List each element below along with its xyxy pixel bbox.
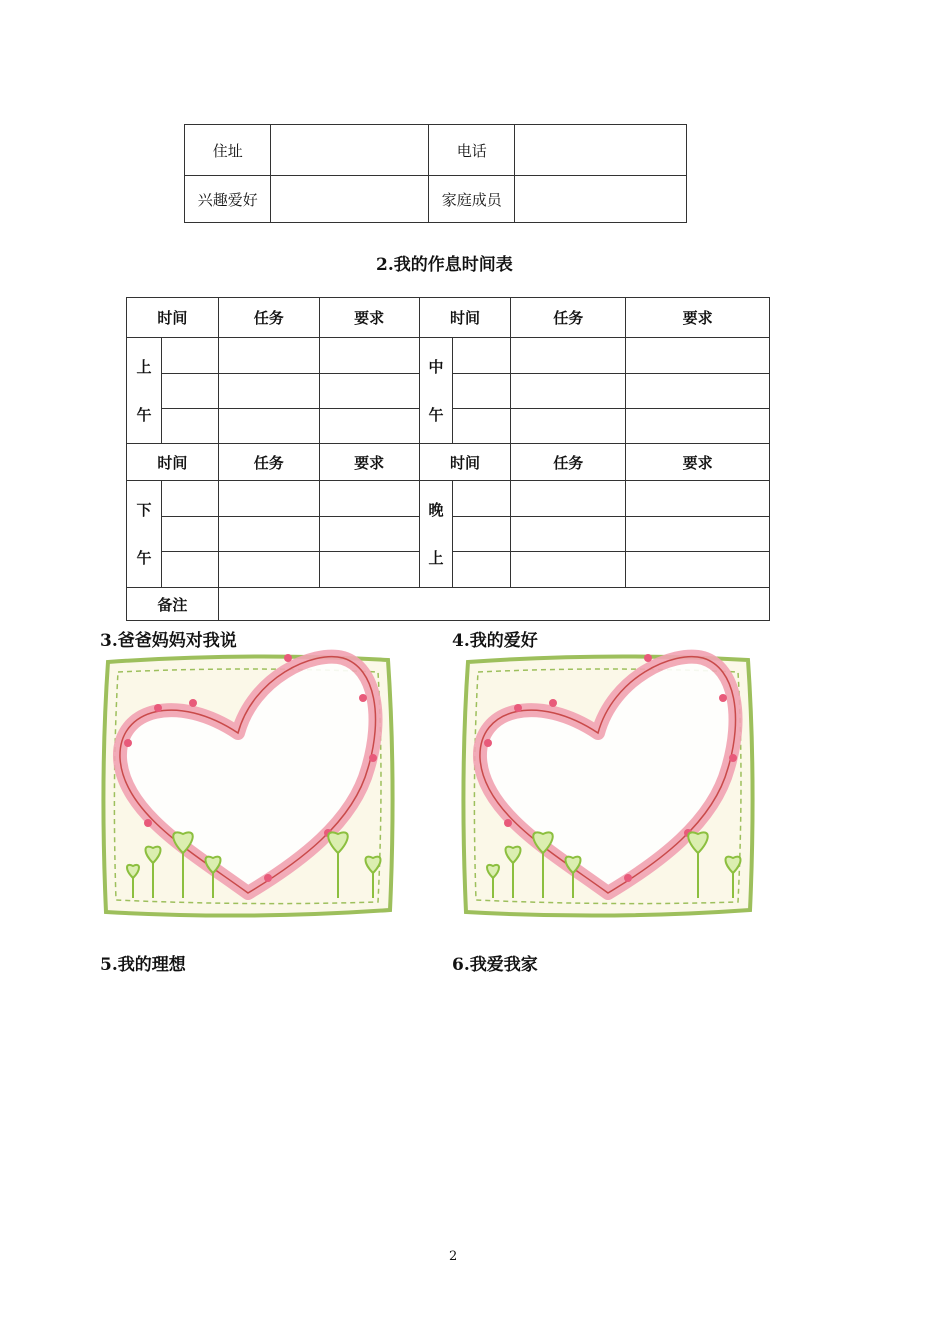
cell[interactable]: [511, 409, 626, 444]
header-task: 任务: [511, 444, 626, 481]
cell[interactable]: [161, 517, 218, 552]
cell[interactable]: [453, 374, 511, 409]
header-req: 要求: [319, 298, 419, 338]
page-number: 2: [449, 1249, 458, 1264]
cell[interactable]: [511, 517, 626, 552]
cell[interactable]: [218, 552, 319, 588]
afternoon-label: 下 午: [127, 481, 162, 588]
cell[interactable]: [626, 409, 770, 444]
family-label: 家庭成员: [429, 176, 515, 223]
cell[interactable]: [453, 552, 511, 588]
info-table: [184, 124, 687, 223]
cell[interactable]: [319, 481, 419, 517]
cell[interactable]: [218, 481, 319, 517]
cell[interactable]: [626, 481, 770, 517]
schedule-table: [126, 297, 770, 621]
cell[interactable]: [453, 517, 511, 552]
hobby-label: 兴趣爱好: [185, 176, 271, 223]
cell[interactable]: [319, 409, 419, 444]
cell[interactable]: [626, 338, 770, 374]
cell[interactable]: [161, 552, 218, 588]
heart-frame-illustration: [98, 648, 398, 920]
cell[interactable]: [511, 552, 626, 588]
header-time: 时间: [127, 298, 219, 338]
section-3-title: 3.爸爸妈妈对我说: [100, 631, 237, 651]
cell[interactable]: [319, 517, 419, 552]
cell[interactable]: [626, 552, 770, 588]
notes-label: 备注: [127, 588, 219, 621]
header-task: 任务: [511, 298, 626, 338]
cell[interactable]: [626, 374, 770, 409]
header-req: 要求: [626, 298, 770, 338]
section-4-title: 4.我的爱好: [452, 631, 538, 651]
header-task: 任务: [218, 444, 319, 481]
cell[interactable]: [161, 409, 218, 444]
cell[interactable]: [319, 552, 419, 588]
noon-label: 中 午: [419, 338, 453, 444]
cell[interactable]: [161, 374, 218, 409]
cell[interactable]: [511, 374, 626, 409]
cell[interactable]: [161, 481, 218, 517]
evening-label: 晚 上: [419, 481, 453, 588]
header-time: 时间: [419, 298, 511, 338]
header-time: 时间: [419, 444, 511, 481]
section-6-title: 6.我爱我家: [452, 955, 538, 975]
cell[interactable]: [453, 481, 511, 517]
cell[interactable]: [218, 517, 319, 552]
address-cell[interactable]: [271, 125, 429, 176]
heart-frame-illustration: [458, 648, 758, 920]
cell[interactable]: [453, 409, 511, 444]
section-5-title: 5.我的理想: [100, 955, 186, 975]
phone-cell[interactable]: [515, 125, 687, 176]
cell[interactable]: [319, 374, 419, 409]
cell[interactable]: [453, 338, 511, 374]
header-req: 要求: [319, 444, 419, 481]
cell[interactable]: [319, 338, 419, 374]
cell[interactable]: [218, 338, 319, 374]
schedule-title: 2.我的作息时间表: [376, 255, 513, 275]
cell[interactable]: [511, 338, 626, 374]
morning-label: 上 午: [127, 338, 162, 444]
phone-label: 电话: [429, 125, 515, 176]
hobby-cell[interactable]: [271, 176, 429, 223]
cell[interactable]: [161, 338, 218, 374]
notes-cell[interactable]: [218, 588, 769, 621]
cell[interactable]: [511, 481, 626, 517]
header-req: 要求: [626, 444, 770, 481]
cell[interactable]: [218, 409, 319, 444]
cell[interactable]: [218, 374, 319, 409]
cell[interactable]: [626, 517, 770, 552]
address-label: 住址: [185, 125, 271, 176]
header-time: 时间: [127, 444, 219, 481]
header-task: 任务: [218, 298, 319, 338]
family-cell[interactable]: [515, 176, 687, 223]
